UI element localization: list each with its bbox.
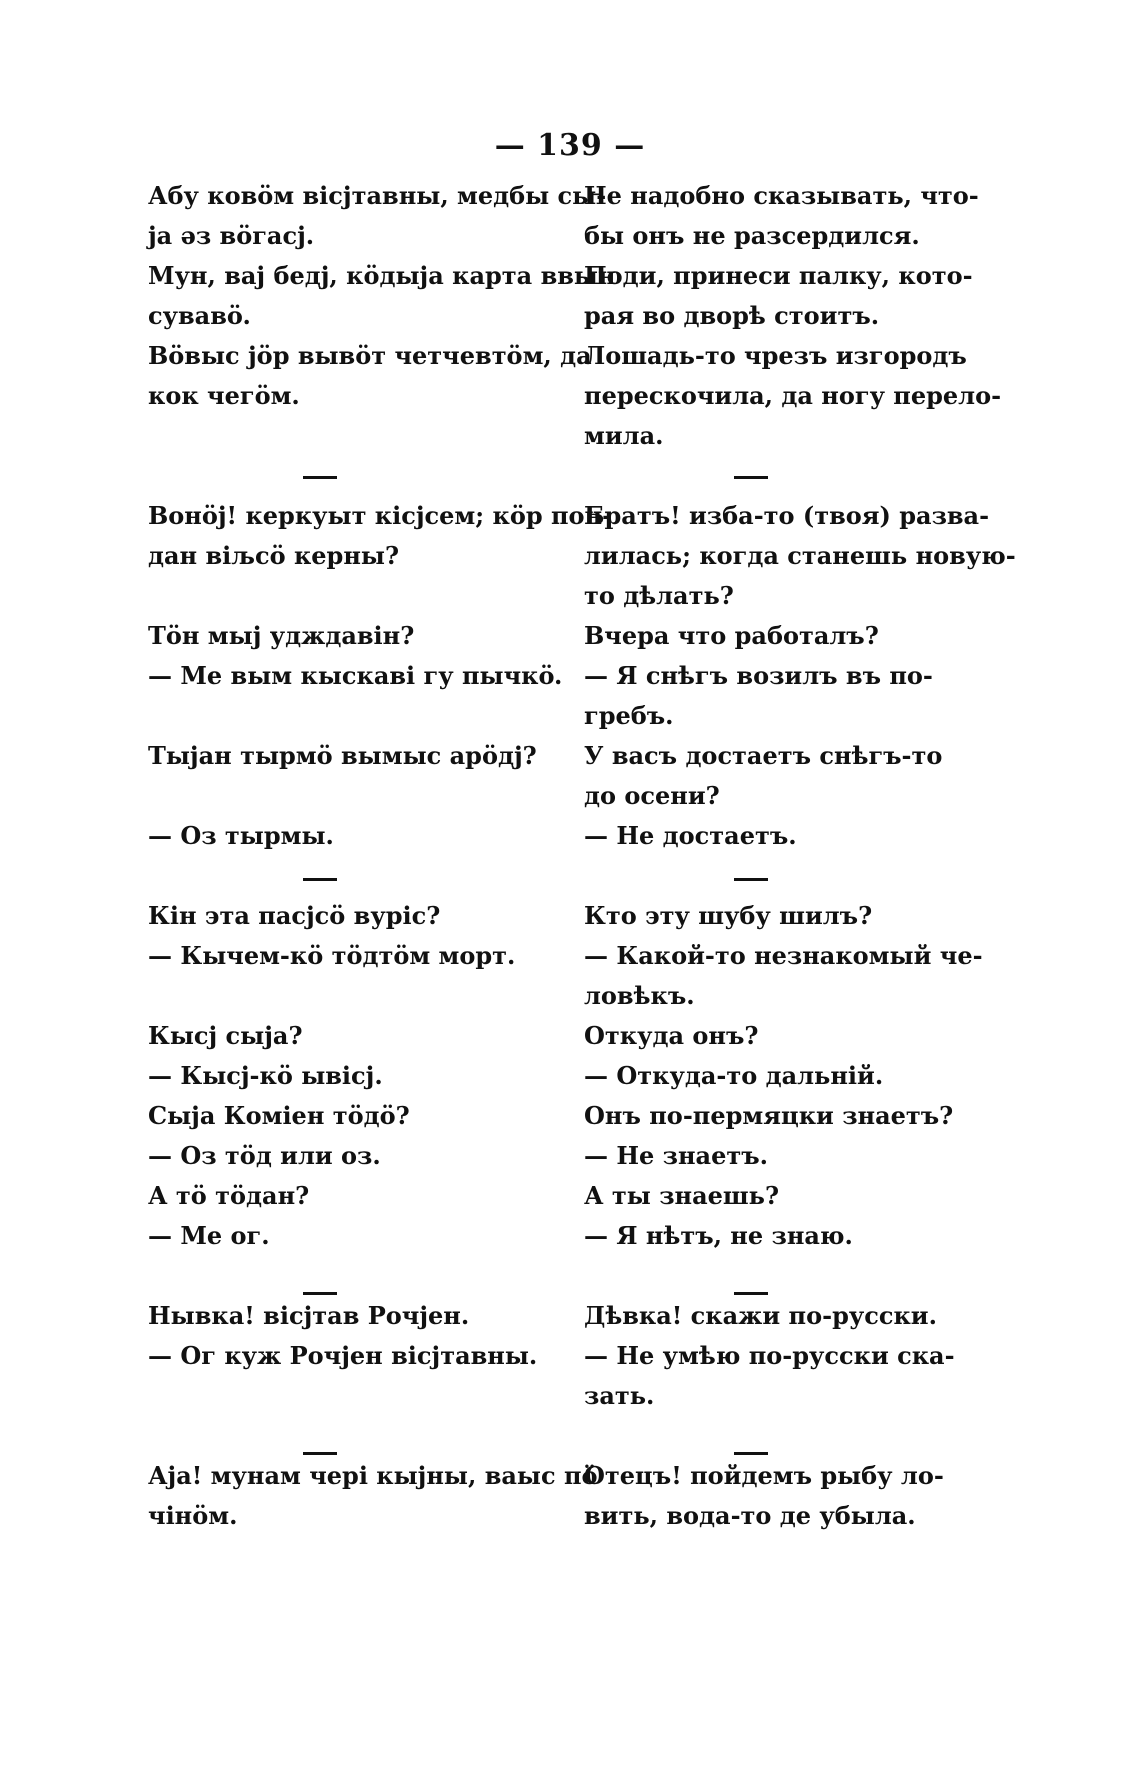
text-line: — Ме вым кыскаві гу пычкö. [148,661,563,690]
text-line: Братъ! изба-то (твоя) разва- [584,501,990,530]
text-line: Аја! мунам чері кыјны, ваыс пö [148,1461,598,1490]
text-line: Лошадь-то чрезъ изгородъ [584,341,967,370]
text-line: Кысј сыја? [148,1021,303,1050]
text-line: — Оз тырмы. [148,821,334,850]
text-line: мила. [584,421,664,450]
text-line: сувавö. [148,301,251,330]
text-line: Поди, принеси палку, кото- [584,261,973,290]
text-line: У васъ достаетъ снѣгъ-то [584,741,943,770]
section-separator [303,1292,337,1295]
text-line: — Не достаетъ. [584,821,797,850]
section-separator [734,476,768,479]
text-line: — Откуда-то дальній. [584,1061,884,1090]
text-line: Не надобно сказывать, что- [584,181,979,210]
text-line: Тыјан тырмö вымыс арöдј? [148,741,537,770]
text-line: А тö тöдан? [148,1181,310,1210]
text-line: Кін эта пасјсö вуріс? [148,901,441,930]
text-line: Тöн мыј удждавін? [148,621,415,650]
text-line: до осени? [584,781,720,810]
text-line: дан віљсö керны? [148,541,400,570]
text-line: чінöм. [148,1501,238,1530]
text-line: Вонöј! керкуыт кісјсем; кöр пон- [148,501,613,530]
text-line: — Какой-то незнакомый че- [584,941,983,970]
text-line: рая во дворѣ стоитъ. [584,301,880,330]
text-line: Абу ковöм вісјтавны, медбы сы- [148,181,607,210]
section-separator [303,878,337,881]
text-line: Отецъ! пойдемъ рыбу ло- [584,1461,944,1490]
section-separator [303,476,337,479]
text-line: ја əз вöгасј. [148,221,315,250]
section-separator [734,878,768,881]
text-line: Вчера что работалъ? [584,621,879,650]
text-line: кок чегöм. [148,381,300,410]
text-line: гребъ. [584,701,674,730]
text-line: Мун, вај бедј, кöдыја карта ввын [148,261,616,290]
text-line: Вöвыс јöр вывöт четчевтöм, да [148,341,592,370]
text-line: Онъ по-пермяцки знаетъ? [584,1101,954,1130]
text-line: — Я снѣгъ возилъ въ по- [584,661,933,690]
text-line: бы онъ не разсердился. [584,221,920,250]
text-line: — Не знаетъ. [584,1141,768,1170]
text-line: ловѣкъ. [584,981,695,1010]
text-line: то дѣлать? [584,581,734,610]
page-number: — 139 — [494,128,646,163]
text-line: вить, вода-то де убыла. [584,1501,916,1530]
text-line: Откуда онъ? [584,1021,759,1050]
text-line: — Кычем-кö тöдтöм морт. [148,941,516,970]
text-line: лилась; когда станешь новую- [584,541,1016,570]
text-line: Дѣвка! скажи по-русски. [584,1301,937,1330]
text-line: перескочила, да ногу перело- [584,381,1002,410]
text-line: А ты знаешь? [584,1181,780,1210]
text-line: зать. [584,1381,655,1410]
text-line: — Не умѣю по-русски ска- [584,1341,955,1370]
text-line: — Ог куж Рочјен вісјтавны. [148,1341,538,1370]
text-line: Кто эту шубу шилъ? [584,901,873,930]
text-line: Сыја Коміен тöдö? [148,1101,410,1130]
text-line: — Я нѣтъ, не знаю. [584,1221,853,1250]
text-line: Нывка! вісјтав Рочјен. [148,1301,470,1330]
section-separator [734,1292,768,1295]
text-line: — Кысј-кö ывісј. [148,1061,383,1090]
section-separator [303,1452,337,1455]
text-line: — Ме ог. [148,1221,270,1250]
section-separator [734,1452,768,1455]
text-line: — Оз тöд или оз. [148,1141,381,1170]
